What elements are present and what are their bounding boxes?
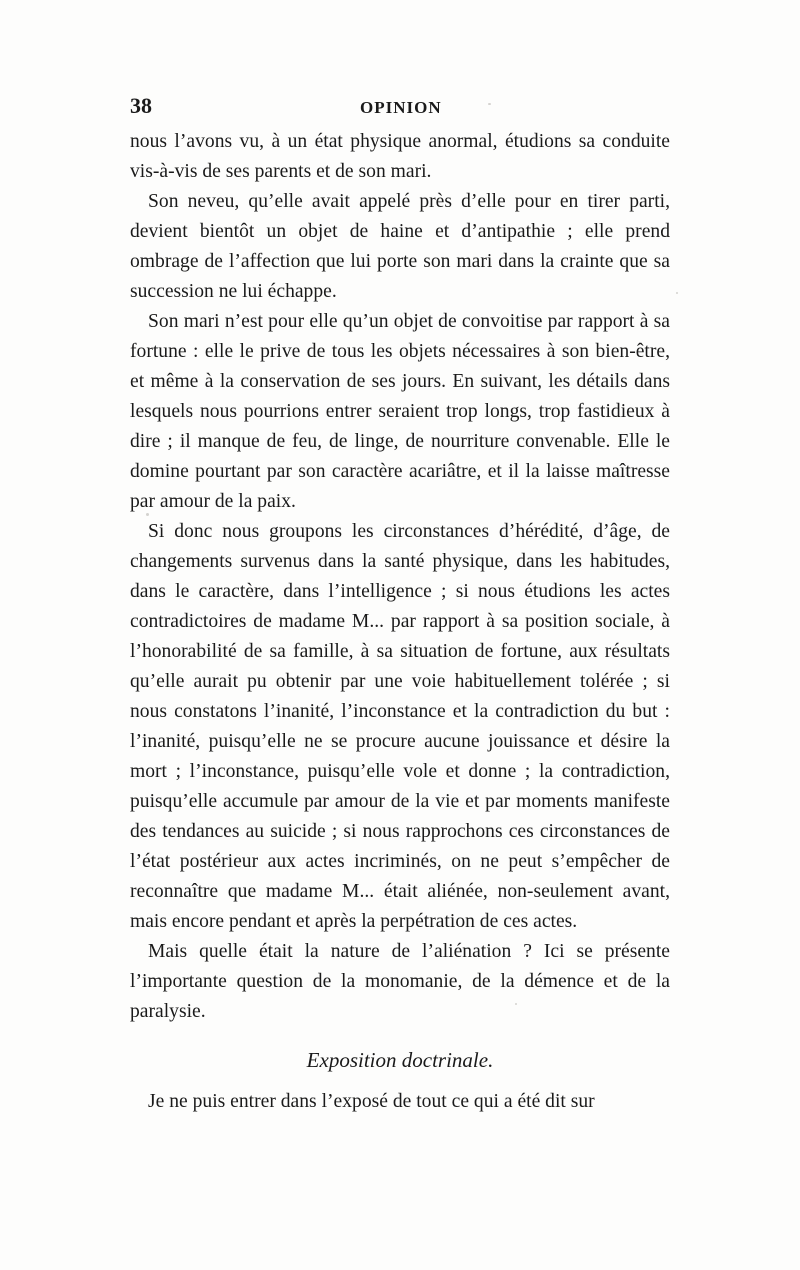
paragraph-nephew: Son neveu, qu’elle avait appelé près d’elle pour en tirer parti, devient bientôt un objet de haine et d’antipathie ; elle prend ombrage de l’affection que lui porte son mari dans la crainte que sa succession ne lui échappe.	[130, 191, 670, 302]
running-title: OPINION	[360, 98, 442, 117]
paper-speck	[515, 1003, 517, 1005]
paper-speck	[146, 513, 149, 516]
page-number: 38	[130, 93, 152, 118]
section-title: Exposition doctrinale.	[306, 1048, 494, 1072]
paragraph-exposition-start: Je ne puis entrer dans l’exposé de tout ce qui a été dit sur	[148, 1091, 595, 1112]
paragraph-question: Mais quelle était la nature de l’aliénation ? Ici se présente l’importante question de la monomanie, de la démence et de la paralysie.	[130, 941, 670, 1022]
paper-speck	[676, 292, 678, 294]
paragraph-circumstances: Si donc nous groupons les circonstances d’hérédité, d’âge, de changements survenus dans la santé physique, dans les habitudes, dans le caractère, dans l’intelligence ; si nous étudions les actes contradictoires de madame M... par rapport à sa position sociale, à l’honorabilité de sa famille, à sa situation de fortune, aux résultats qu’elle aurait pu obtenir par une voie habituellement tolérée ; si nous constatons l’inanité, l’inconstance et la contradiction du but : l’inanité, puisqu’elle ne se procure aucune jouissance et désire la mort ; l’inconstance, puisqu’elle vole et donne ; la contradiction, puisqu’elle accumule par amour de la vie et par moments manifeste des tendances au suicide ; si nous rapprochons ces circonstances de l’état postérieur aux actes incriminés, on ne peut s’empêcher de reconnaître que madame M... était aliénée, non-seulement avant, mais encore pendant et après la perpétration de ces actes.	[130, 521, 670, 932]
body-text	[130, 127, 670, 1117]
paragraph-continuation: nous l’avons vu, à un état physique anormal, étudions sa conduite vis-à-vis de ses parents et de son mari.	[130, 131, 670, 182]
paragraph-husband: Son mari n’est pour elle qu’un objet de convoitise par rapport à sa fortune : elle le prive de tous les objets nécessaires à son bien-être, et même à la conservation de ses jours. En suivant, les détails dans lesquels nous pourrions entrer seraient trop longs, trop fastidieux à dire ; il manque de feu, de linge, de nourriture convenable. Elle le domine pourtant par son caractère acariâtre, et il la laisse maîtresse par amour de la paix.	[130, 311, 670, 512]
paper-speck	[488, 103, 491, 105]
